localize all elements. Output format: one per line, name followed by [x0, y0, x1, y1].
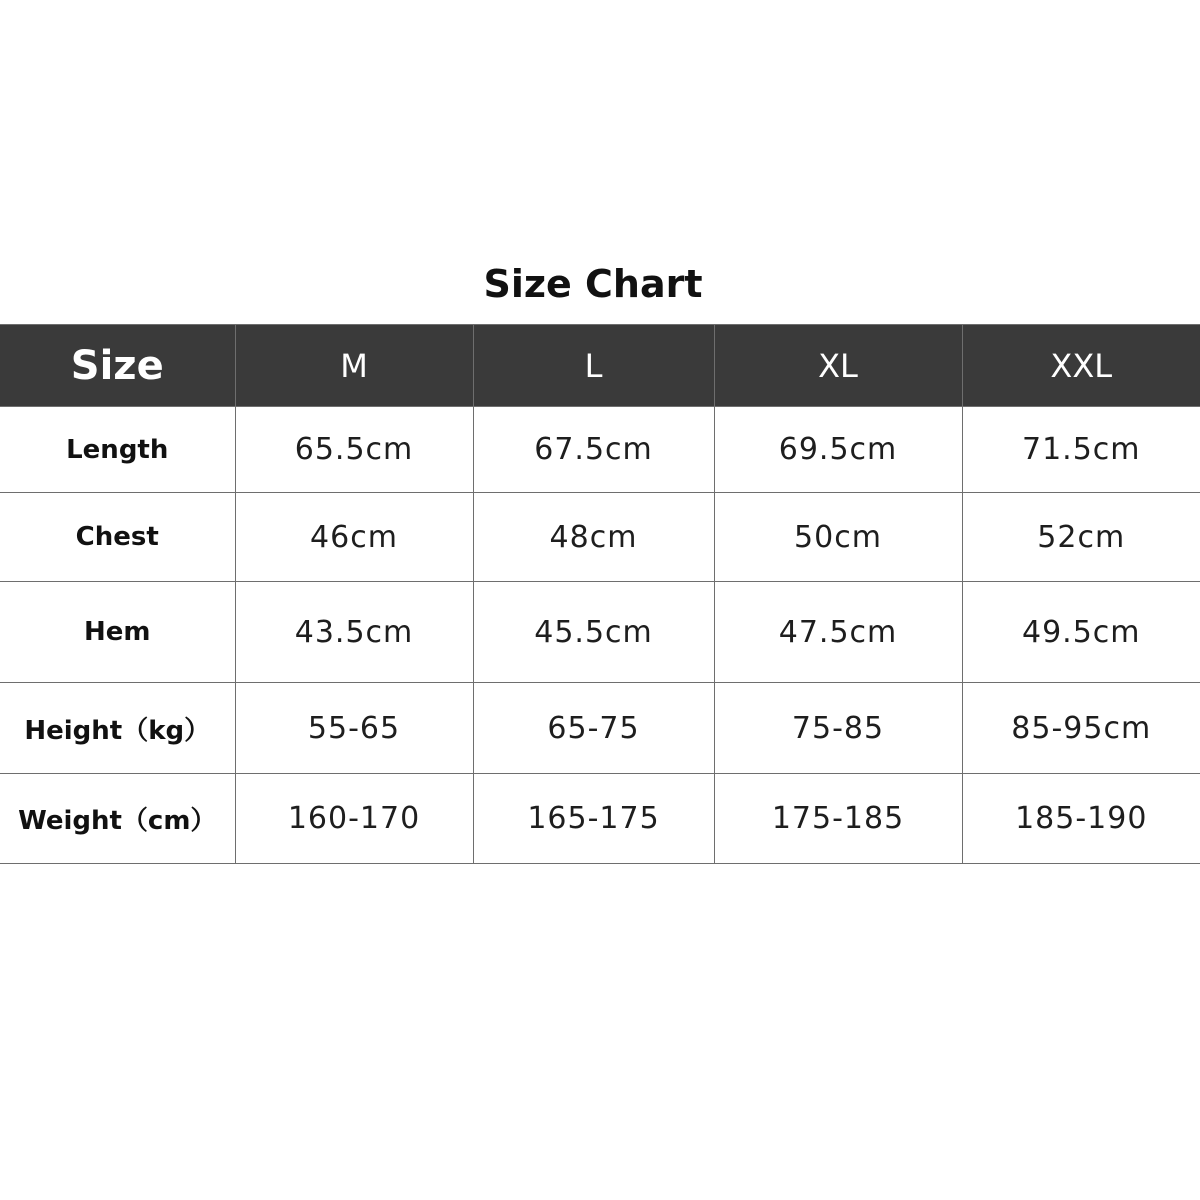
- table-cell: 49.5cm: [962, 582, 1200, 683]
- size-chart-table: [0, 324, 1200, 864]
- table-row-weight: [0, 774, 1200, 864]
- table-cell: 65.5cm: [235, 407, 473, 493]
- table-cell: 160-170: [235, 774, 473, 864]
- column-header-xl: XL: [714, 325, 962, 407]
- row-label: Weight（cm）: [0, 774, 235, 864]
- table-cell: 165-175: [473, 774, 714, 864]
- table-cell: 69.5cm: [714, 407, 962, 493]
- table-cell: 43.5cm: [235, 582, 473, 683]
- page-title: Size Chart: [483, 262, 703, 306]
- column-header-l: L: [473, 325, 714, 407]
- table-cell: 85-95cm: [962, 683, 1200, 774]
- size-header-cell: Size: [0, 325, 235, 407]
- row-label: Chest: [0, 493, 235, 582]
- column-header-m: M: [235, 325, 473, 407]
- table-cell: 67.5cm: [473, 407, 714, 493]
- row-label: Hem: [0, 582, 235, 683]
- row-label: Height（kg）: [0, 683, 235, 774]
- table-cell: 185-190: [962, 774, 1200, 864]
- table-cell: 65-75: [473, 683, 714, 774]
- column-header-xxl: XXL: [962, 325, 1200, 407]
- table-cell: 50cm: [714, 493, 962, 582]
- table-cell: 71.5cm: [962, 407, 1200, 493]
- table-cell: 47.5cm: [714, 582, 962, 683]
- table-row-chest: [0, 493, 1200, 582]
- row-label: Length: [0, 407, 235, 493]
- table-row-height: [0, 683, 1200, 774]
- table-row-hem: [0, 582, 1200, 683]
- table-cell: 75-85: [714, 683, 962, 774]
- table-cell: 45.5cm: [473, 582, 714, 683]
- table-cell: 48cm: [473, 493, 714, 582]
- table-cell: 55-65: [235, 683, 473, 774]
- header-row: [0, 325, 1200, 407]
- table-cell: 52cm: [962, 493, 1200, 582]
- table-cell: 175-185: [714, 774, 962, 864]
- table-row-length: [0, 407, 1200, 493]
- table-cell: 46cm: [235, 493, 473, 582]
